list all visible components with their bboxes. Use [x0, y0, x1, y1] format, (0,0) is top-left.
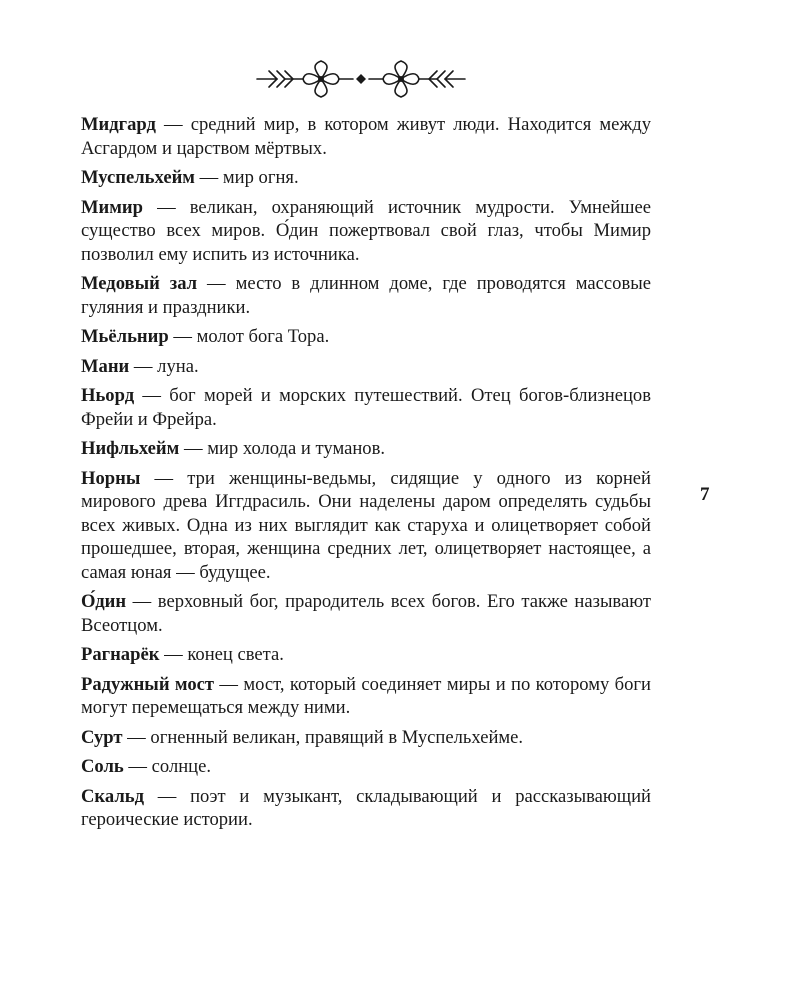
glossary-term: Мимир: [81, 196, 143, 218]
glossary-entry: [81, 272, 651, 319]
glossary-term: Скальд: [81, 785, 144, 807]
glossary-entry: [81, 673, 651, 720]
glossary-definition: — средний мир, в котором живут люди. Находится между Асгардом и царством мёртвых.: [81, 114, 651, 159]
glossary-entry: [81, 643, 651, 667]
page-number: 7: [700, 484, 710, 505]
glossary-entry: [81, 325, 651, 349]
glossary-term: Сурт: [81, 726, 123, 748]
glossary-term: Ньорд: [81, 385, 135, 406]
glossary-list: [81, 113, 651, 838]
glossary-term: Муспельхейм: [81, 167, 195, 188]
glossary-term: Радужный мост: [81, 673, 215, 695]
glossary-entry: [81, 785, 651, 832]
glossary-entry: [81, 590, 651, 637]
glossary-definition: — луна.: [129, 355, 199, 377]
glossary-definition: — молот бога Тора.: [168, 326, 330, 347]
glossary-entry: [81, 196, 651, 267]
glossary-term: Мани: [81, 355, 130, 377]
glossary-definition: — великан, охраняющий источник мудрости. Умнейшее существо всех миров. О́дин пожертвовал свой глаз, чтобы Мимир позволил ему испить из источника.: [81, 196, 651, 265]
glossary-term: О́дин: [81, 591, 127, 612]
glossary-definition: — место в длинном доме, где проводятся массовые гуляния и праздники.: [81, 273, 651, 318]
glossary-term: Мьёльнир: [81, 326, 169, 347]
glossary-entry: [81, 355, 651, 379]
glossary-term: Медовый зал: [81, 273, 198, 294]
glossary-definition: — конец света.: [159, 644, 284, 665]
glossary-entry: [81, 113, 651, 160]
glossary-definition: — бог морей и морских путешествий. Отец богов-близнецов Фрейи и Фрейра.: [81, 385, 651, 430]
glossary-entry: [81, 755, 651, 779]
glossary-definition: — поэт и музыкант, складывающий и рассказывающий героические истории.: [81, 785, 651, 830]
glossary-definition: — мир огня.: [194, 167, 299, 188]
glossary-term: Норны: [81, 467, 141, 489]
glossary-term: Рагнарёк: [81, 644, 160, 665]
glossary-definition: — солнце.: [123, 756, 212, 777]
glossary-definition: — огненный великан, правящий в Муспельхейме.: [122, 726, 524, 748]
glossary-entry: [81, 384, 651, 431]
glossary-entry: [81, 437, 651, 461]
glossary-definition: — верховный бог, прародитель всех богов. Его также называют Всеотцом.: [81, 591, 651, 636]
glossary-entry: [81, 467, 651, 585]
ornament-divider-icon: [255, 58, 467, 100]
glossary-definition: — мост, который соединяет миры и по которому боги могут перемещаться между ними.: [81, 673, 651, 718]
glossary-term: Соль: [81, 756, 124, 777]
glossary-entry: [81, 166, 651, 190]
glossary-term: Мидгард: [81, 114, 156, 135]
glossary-entry: [81, 726, 651, 750]
glossary-definition: — мир холода и туманов.: [179, 438, 386, 459]
glossary-term: Нифльхейм: [81, 438, 180, 459]
glossary-definition: — три женщины-ведьмы, сидящие у одного из корней мирового древа Иггдрасиль. Они наделены даром определять судьбы всех живых. Одна из них выглядит как старуха и олицетворяет собой прошедшее, вторая, женщина средних лет, олицетворяет настоящее, а самая юная — будущее.: [81, 467, 651, 583]
